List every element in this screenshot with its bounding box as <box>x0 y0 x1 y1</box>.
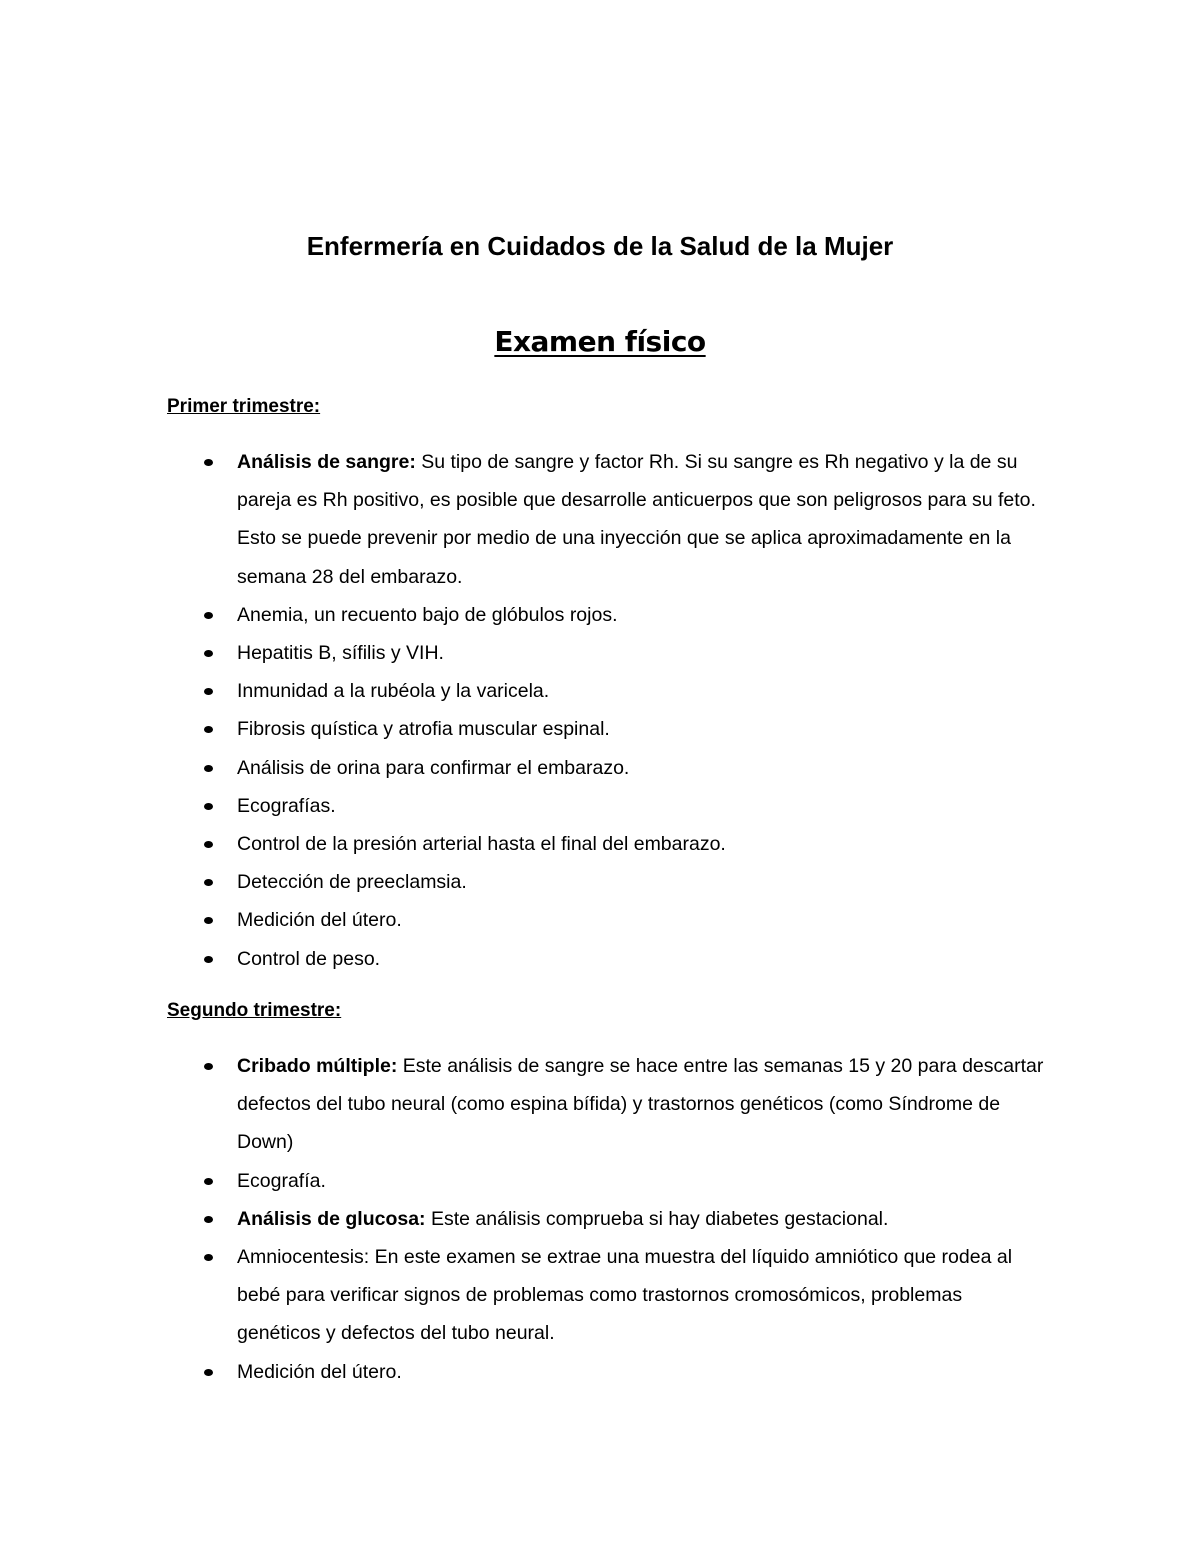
bullet-icon <box>204 803 213 810</box>
list-item <box>200 749 1050 787</box>
item-text: Fibrosis quística y atrofia muscular espinal. <box>237 718 610 741</box>
item-text: Anemia, un recuento bajo de glóbulos rojos. <box>237 603 618 626</box>
list-item <box>200 672 1050 710</box>
item-text: Análisis de orina para confirmar el embarazo. <box>237 756 630 779</box>
bullet-icon <box>204 1178 213 1185</box>
bullet-icon <box>204 612 213 619</box>
bullet-icon <box>204 765 213 772</box>
bullet-icon <box>204 1369 213 1376</box>
bullet-icon <box>204 1254 213 1261</box>
list-primer-trimestre <box>200 443 1050 978</box>
item-text: Detección de preeclamsia. <box>237 871 467 894</box>
item-text: Este análisis comprueba si hay diabetes gestacional. <box>425 1207 889 1230</box>
document-title: Enfermería en Cuidados de la Salud de la Mujer <box>306 231 894 261</box>
bullet-icon <box>204 688 213 695</box>
item-text: Ecografía. <box>237 1169 326 1192</box>
bullet-icon <box>204 1063 213 1070</box>
item-text: Medición del útero. <box>237 909 402 932</box>
list-item <box>200 1238 1050 1353</box>
list-item <box>200 1047 1050 1162</box>
bullet-icon <box>204 650 213 657</box>
bullet-icon <box>204 879 213 886</box>
item-text: Control de la presión arterial hasta el final del embarazo. <box>237 833 726 856</box>
item-text: Amniocentesis: En este examen se extrae una muestra del líquido amniótico que rodea al bebé para verificar signos de problemas como trastornos cromosómicos, problemas genéticos y defectos del tubo neural. <box>237 1246 1013 1345</box>
item-text: Medición del útero. <box>237 1360 402 1383</box>
bullet-icon <box>204 956 213 963</box>
item-text: Inmunidad a la rubéola y la varicela. <box>237 680 550 703</box>
list-item <box>200 443 1050 596</box>
list-item <box>200 1353 1050 1391</box>
list-item <box>200 634 1050 672</box>
item-bold-label: Análisis de sangre: <box>237 451 416 473</box>
item-text: Ecografías. <box>237 794 336 817</box>
list-item <box>200 863 1050 901</box>
list-item <box>200 787 1050 825</box>
section-heading-segundo-trimestre: Segundo trimestre: <box>167 1000 342 1021</box>
list-item <box>200 825 1050 863</box>
bullet-icon <box>204 841 213 848</box>
bullet-icon <box>204 1216 213 1223</box>
item-text: Hepatitis B, sífilis y VIH. <box>237 642 444 665</box>
item-text: Este análisis de sangre se hace entre las semanas 15 y 20 para descartar defectos del tubo neural (como espina bífida) y trastornos genéticos (como Síndrome de Down) <box>237 1055 1044 1154</box>
item-bold-label: Cribado múltiple: <box>237 1055 398 1077</box>
bullet-icon <box>204 726 213 733</box>
list-item <box>200 710 1050 748</box>
item-text: Control de peso. <box>237 947 381 970</box>
list-item <box>200 901 1050 939</box>
item-text: Su tipo de sangre y factor Rh. Si su sangre es Rh negativo y la de su pareja es Rh positivo, es posible que desarrolle anticuerpos que son peligrosos para su feto. Esto se puede prevenir por medio de una inyección que se aplica aproximadamente en la semana 28 del embarazo. <box>237 451 1036 588</box>
bullet-icon <box>204 917 213 924</box>
item-bold-label: Análisis de glucosa: <box>237 1207 426 1230</box>
list-item <box>200 596 1050 634</box>
section-heading-primer-trimestre: Primer trimestre: <box>167 396 321 417</box>
list-item <box>200 1200 1050 1238</box>
bullet-icon <box>204 459 213 466</box>
list-item <box>200 940 1050 978</box>
document-subtitle: Examen físico <box>494 325 706 358</box>
list-segundo-trimestre <box>200 1047 1050 1391</box>
list-item <box>200 1162 1050 1200</box>
